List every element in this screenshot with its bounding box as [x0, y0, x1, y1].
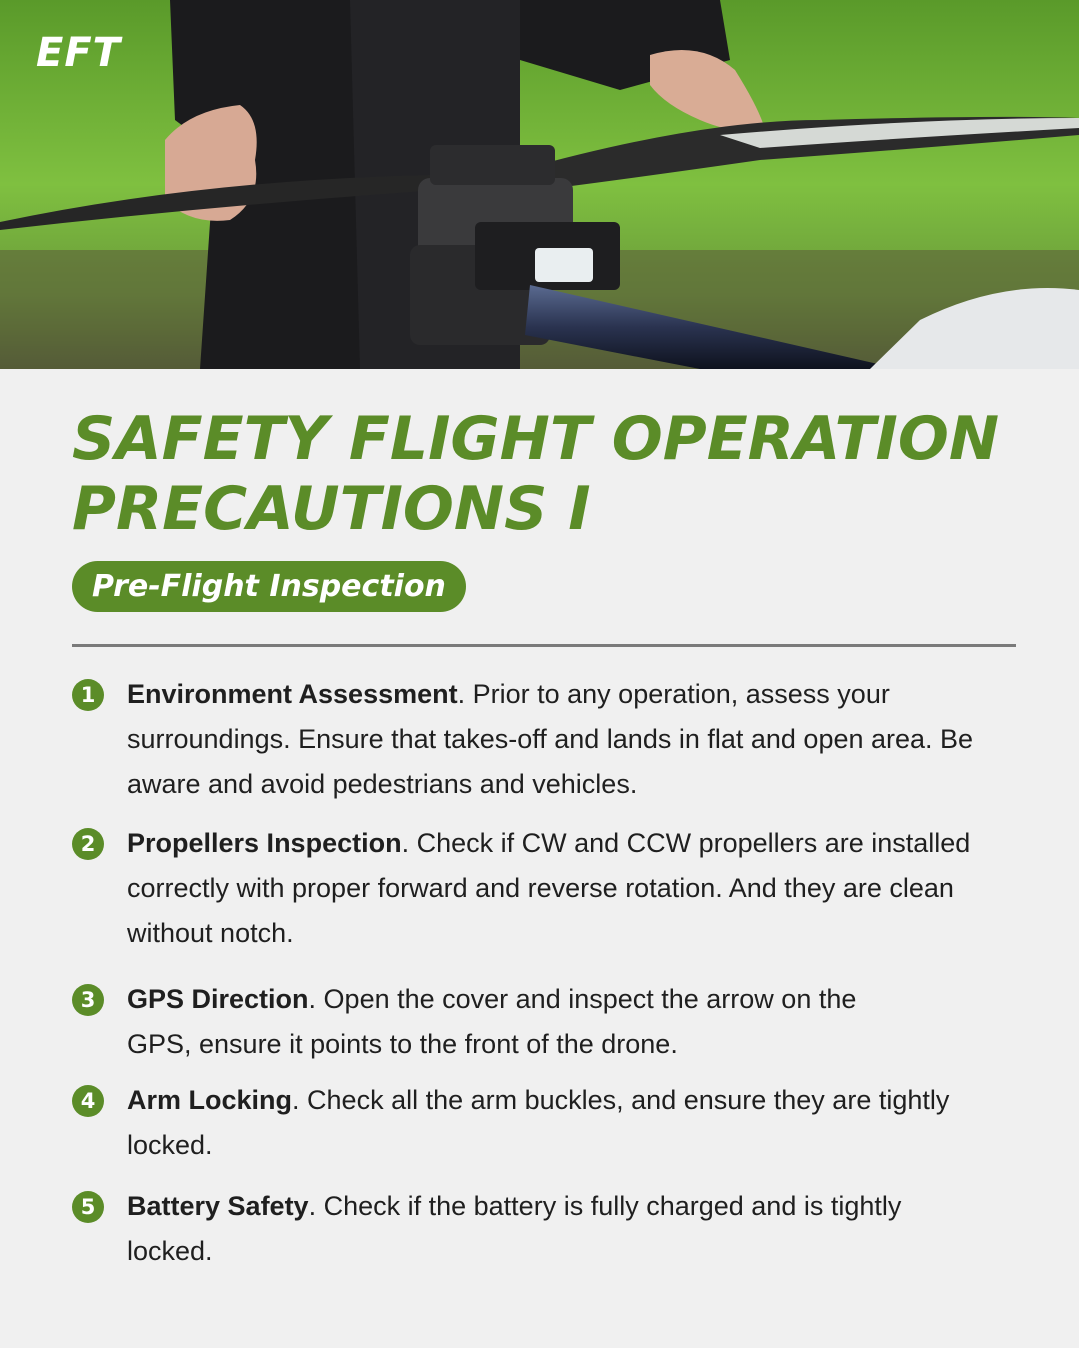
divider [72, 644, 1016, 647]
item-text [127, 1184, 987, 1274]
title-line-2: PRECAUTIONS I [72, 474, 591, 544]
section-badge: Pre-Flight Inspection [72, 561, 466, 612]
item-heading: Environment Assessment [127, 679, 458, 709]
hero-photo [0, 0, 1079, 369]
item-text [127, 672, 1042, 807]
item-text [127, 977, 927, 1067]
item-heading: Propellers Inspection [127, 828, 402, 858]
item-body: . Open the cover and inspect the arrow on the GPS, ensure it points to the front of the drone. [127, 984, 857, 1059]
page-title [72, 404, 1032, 544]
item-body: . Prior to any operation, assess your surroundings. Ensure that takes-off and lands in flat and open area. Be aware and avoid pedestrians and vehicles. [127, 679, 974, 799]
number-badge: 4 [72, 1085, 104, 1117]
brand-logo: EFT [36, 30, 121, 76]
item-heading: Battery Safety [127, 1191, 309, 1221]
title-line-1: SAFETY FLIGHT OPERATION [72, 404, 1000, 474]
item-text [127, 821, 1042, 956]
item-heading: GPS Direction [127, 984, 309, 1014]
number-badge: 3 [72, 984, 104, 1016]
item-body: . Check if the battery is fully charged and is tightly locked. [127, 1191, 902, 1266]
item-body: . Check if CW and CCW propellers are installed correctly with proper forward and reverse rotation. And they are clean without notch. [127, 828, 971, 948]
item-heading: Arm Locking [127, 1085, 293, 1115]
item-body: . Check all the arm buckles, and ensure they are tightly locked. [127, 1085, 950, 1160]
drone-propeller-illustration [0, 0, 1079, 369]
number-badge: 5 [72, 1191, 104, 1223]
item-text [127, 1078, 1007, 1168]
number-badge: 2 [72, 828, 104, 860]
number-badge: 1 [72, 679, 104, 711]
